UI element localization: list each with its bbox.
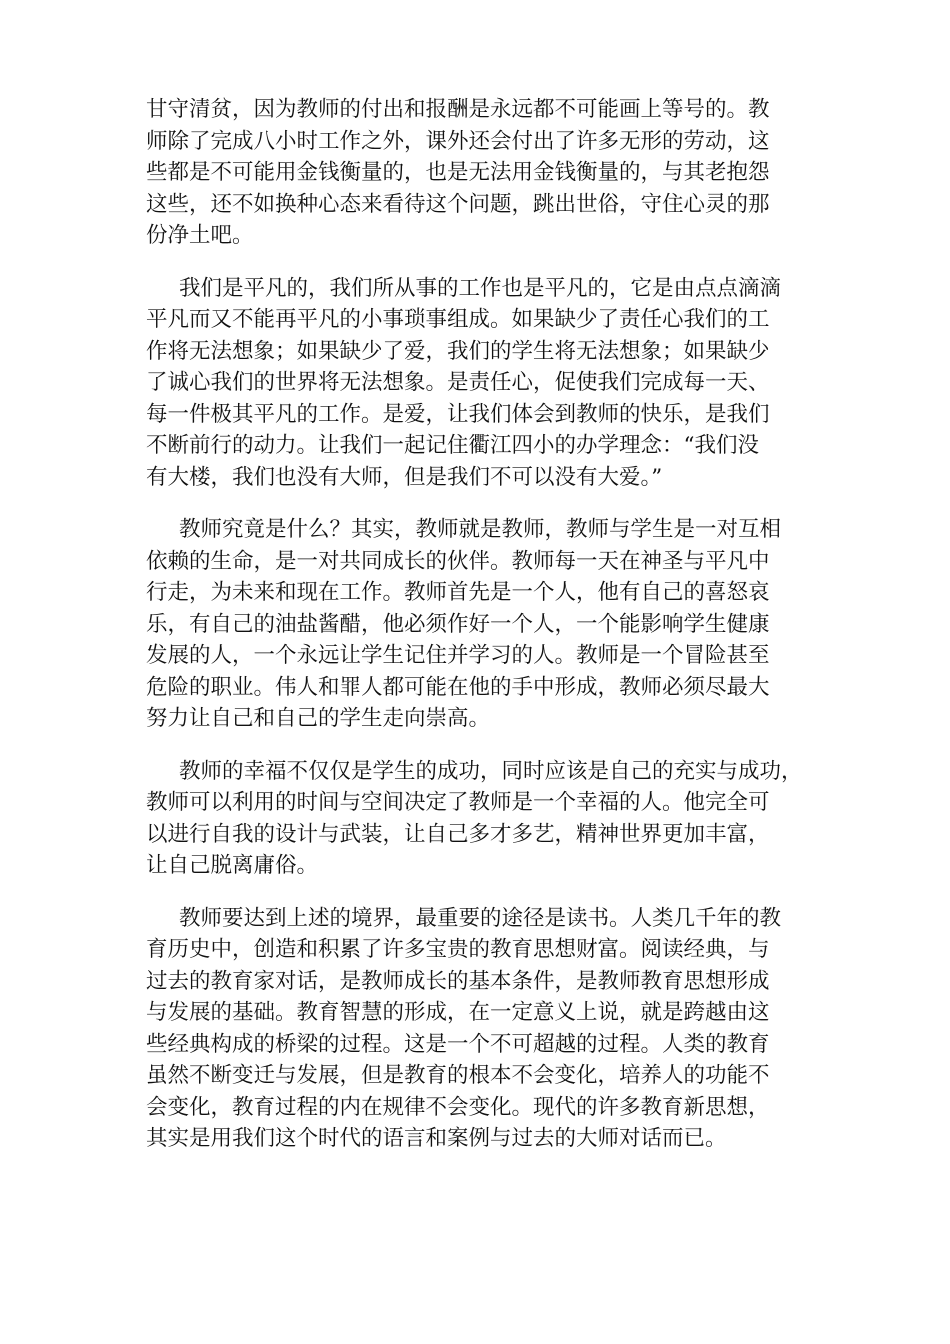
text-line: 危险的职业。伟人和罪人都可能在他的手中形成，教师必须尽最大 [146, 674, 770, 700]
text-line: 甘守清贫，因为教师的付出和报酬是永远都不可能画上等号的。教 [146, 97, 770, 122]
text-line: 些经典构成的桥梁的过程。这是一个不可超越的过程。人类的教育 [146, 1031, 770, 1057]
text-line: 师除了完成八小时工作之外，课外还会付出了许多无形的劳动，这 [146, 128, 770, 154]
text-line: 有大楼，我们也没有大师，但是我们不可以没有大爱。” [146, 464, 663, 490]
text-line: 行走，为未来和现在工作。教师首先是一个人，他有自己的喜怒哀 [146, 580, 770, 605]
text-line: 教师可以利用的时间与空间决定了教师是一个幸福的人。他完全可 [146, 790, 770, 815]
text-line: 教师要达到上述的境界，最重要的途径是读书。人类几千年的教 [179, 905, 782, 931]
text-line: 不断前行的动力。让我们一起记住衢江四小的办学理念：“我们没 [146, 433, 759, 458]
text-line: 依赖的生命，是一对共同成长的伙伴。教师每一天在神圣与平凡中 [146, 548, 770, 574]
text-line: 会变化，教育过程的内在规律不会变化。现代的许多教育新思想， [146, 1094, 770, 1120]
text-line: 以进行自我的设计与武装，让自己多才多艺，精神世界更加丰富， [146, 821, 770, 847]
text-line: 发展的人，一个永远让学生记住并学习的人。教师是一个冒险甚至 [146, 643, 770, 668]
paragraph-3 [146, 514, 818, 735]
document-body [146, 94, 818, 1176]
paragraph-5 [146, 903, 818, 1155]
text-line: 我们是平凡的，我们所从事的工作也是平凡的，它是由点点滴滴 [179, 275, 782, 301]
paragraph-4 [146, 756, 818, 882]
text-line: 虽然不断变迁与发展，但是教育的根本不会变化，培养人的功能不 [146, 1063, 770, 1088]
text-line: 过去的教育家对话，是教师成长的基本条件，是教师教育思想形成 [146, 968, 770, 994]
text-line: 让自己脱离庸俗。 [146, 853, 319, 878]
text-line: 每一件极其平凡的工作。是爱，让我们体会到教师的快乐，是我们 [146, 401, 770, 427]
text-line: 份净土吧。 [146, 223, 254, 248]
paragraph-1 [146, 94, 818, 252]
text-line: 育历史中，创造和积累了许多宝贵的教育思想财富。阅读经典，与 [146, 937, 770, 962]
text-line: 这些，还不如换种心态来看待这个问题，跳出世俗，守住心灵的那 [146, 191, 770, 217]
text-line: 努力让自己和自己的学生走向崇高。 [146, 706, 491, 731]
text-line: 了诚心我们的世界将无法想象。是责任心，促使我们完成每一天、 [146, 370, 770, 395]
text-line: 教师究竟是什么？其实，教师就是教师，教师与学生是一对互相 [179, 517, 782, 542]
text-line: 作将无法想象；如果缺少了爱，我们的学生将无法想象；如果缺少 [146, 338, 770, 364]
text-line: 教师的幸福不仅仅是学生的成功，同时应该是自己的充实与成功， [179, 758, 803, 784]
text-line: 与发展的基础。教育智慧的形成，在一定意义上说，就是跨越由这 [146, 1000, 770, 1025]
text-line: 乐，有自己的油盐酱醋，他必须作好一个人，一个能影响学生健康 [146, 611, 770, 637]
text-line: 其实是用我们这个时代的语言和案例与过去的大师对话而已。 [146, 1126, 727, 1151]
text-line: 些都是不可能用金钱衡量的，也是无法用金钱衡量的，与其老抱怨 [146, 160, 770, 185]
paragraph-2 [146, 273, 818, 494]
text-line: 平凡而又不能再平凡的小事琐事组成。如果缺少了责任心我们的工 [146, 307, 770, 332]
